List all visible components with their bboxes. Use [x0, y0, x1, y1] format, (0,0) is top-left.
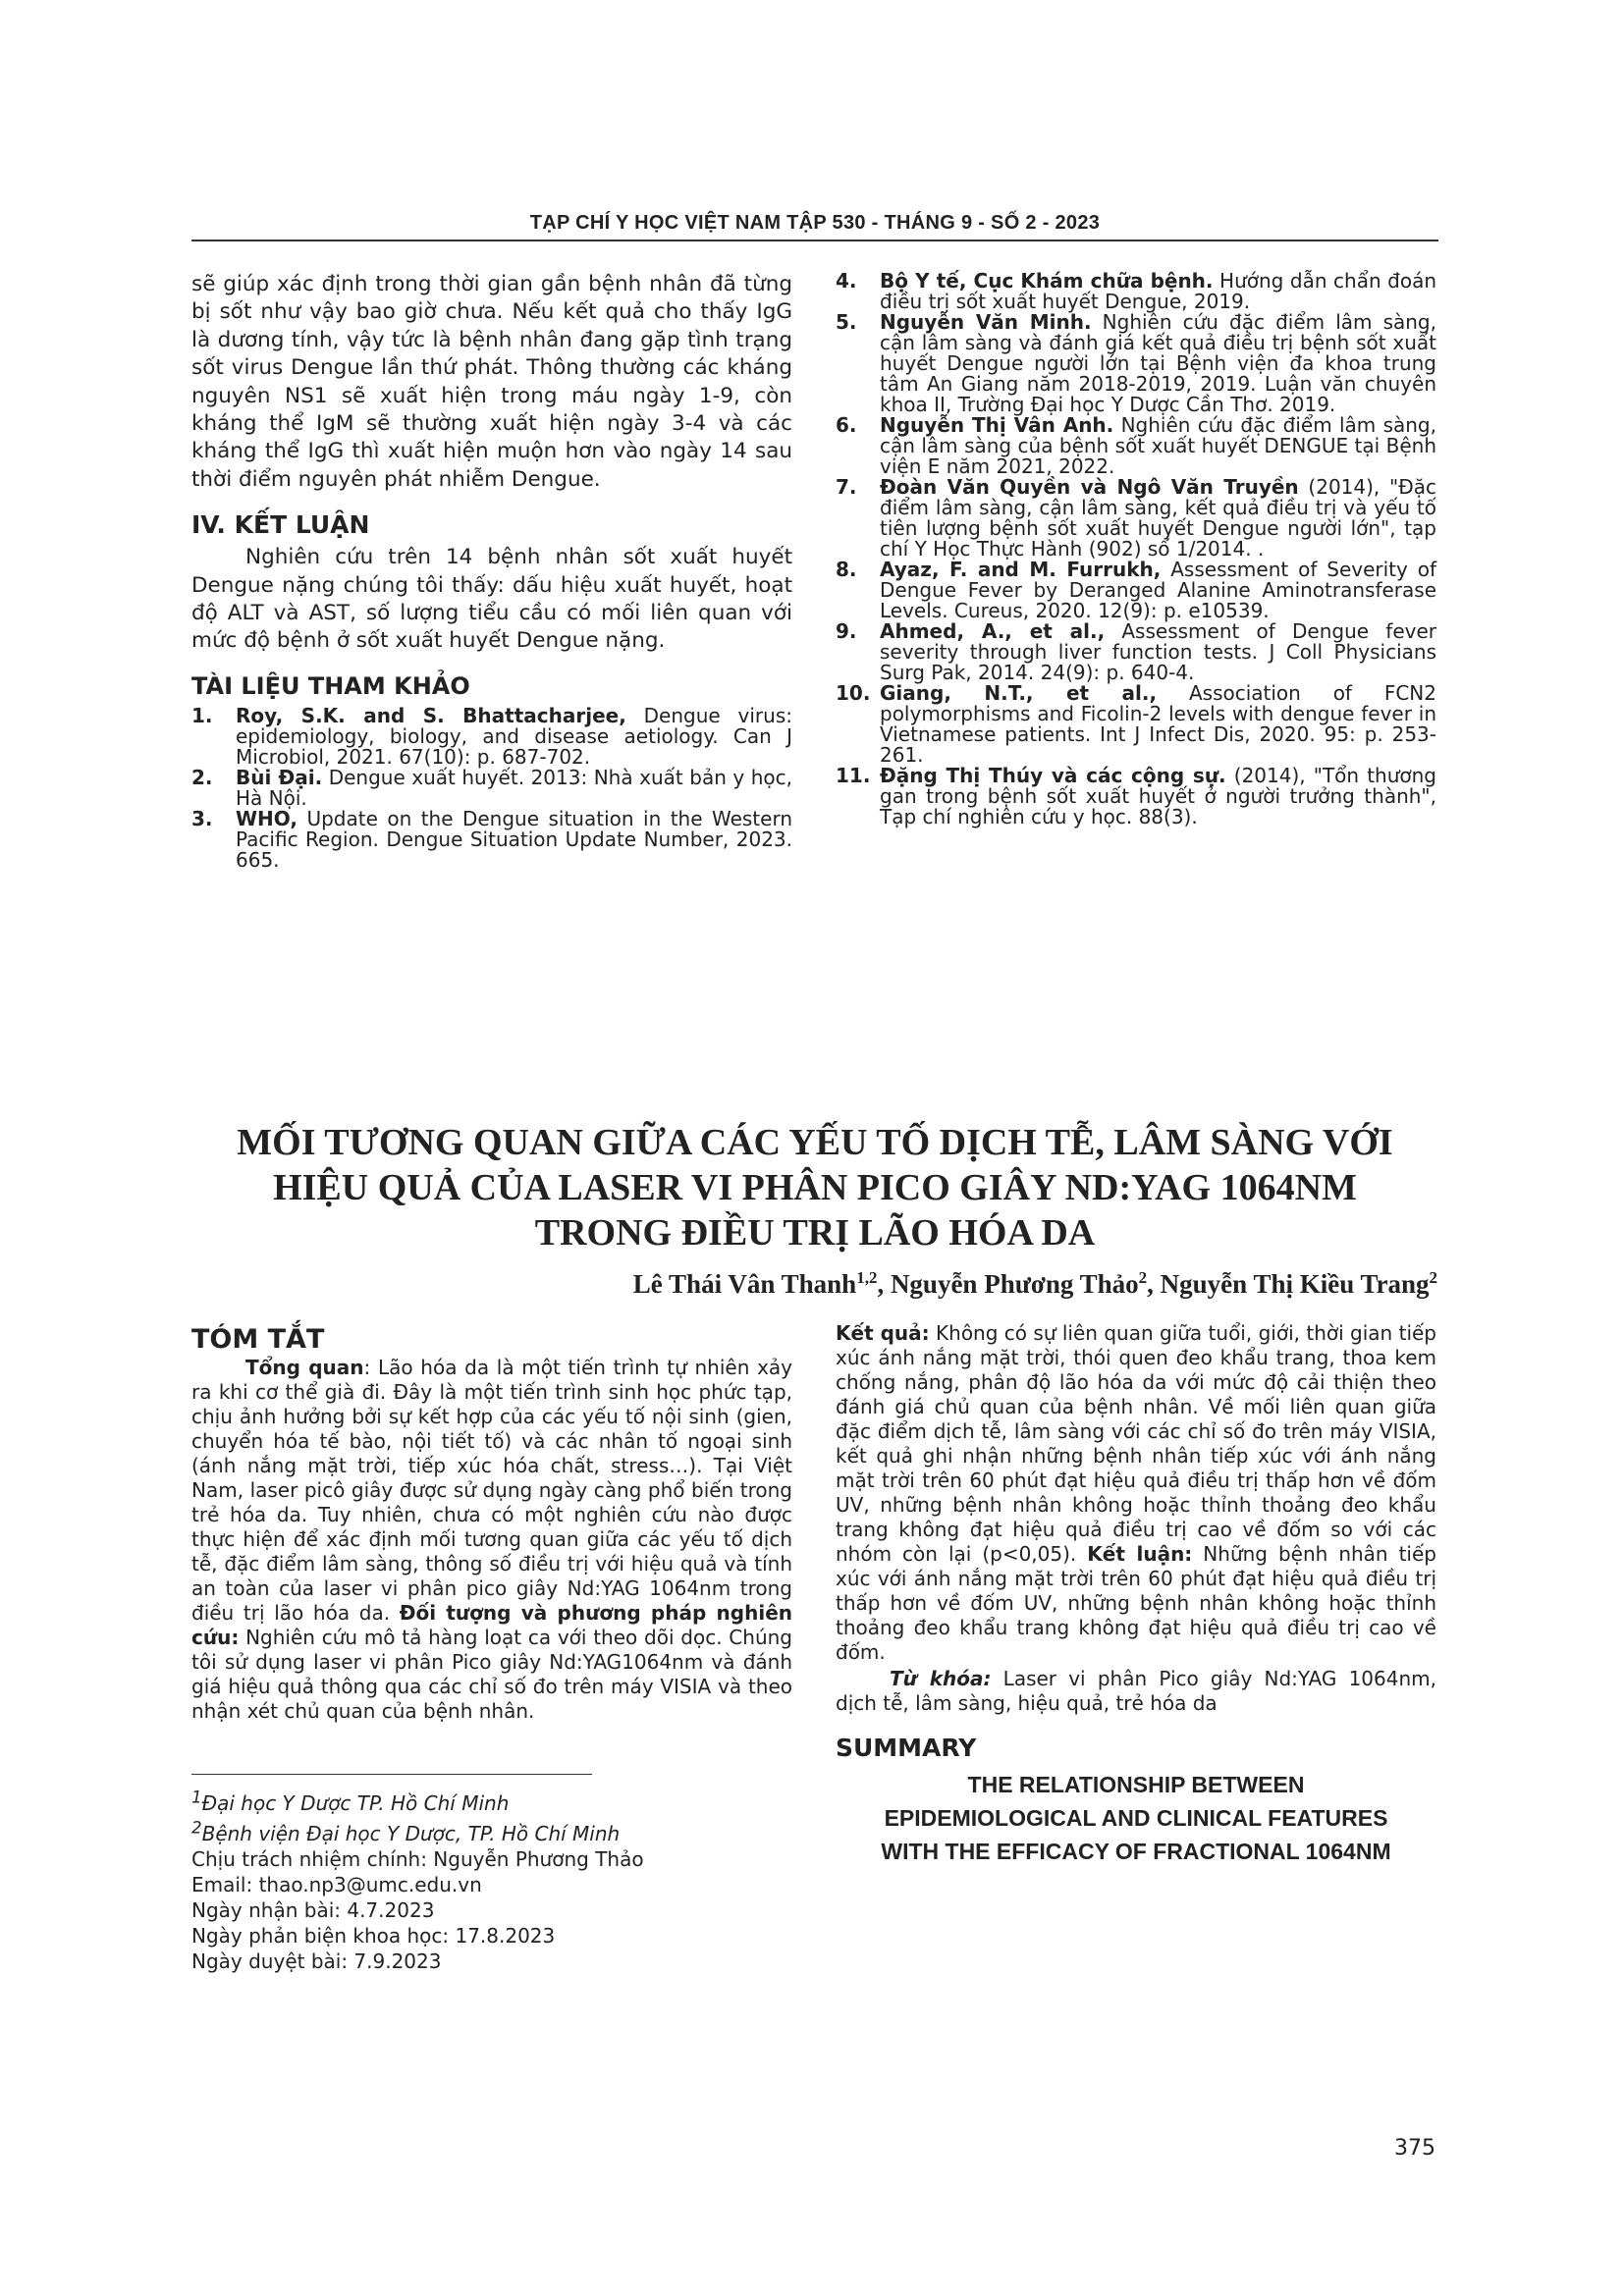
author-name: Nguyễn Phương Thảo	[890, 1269, 1139, 1299]
conclusion-text: Nghiên cứu trên 14 bệnh nhân sốt xuất huyết Dengue nặng chúng tôi thấy: dấu hiệu xuất huyết, hoạt độ ALT và AST, số lượng tiểu cầu có mối liên quan với mức độ bệnh ở sốt xuất huyết Dengue nặng.	[191, 545, 792, 654]
reference-item	[836, 312, 1436, 415]
article-title	[191, 1120, 1438, 1255]
reference-author: Ahmed, A., et al.,	[880, 619, 1106, 643]
reference-author: Ayaz, F. and M. Furrukh,	[880, 558, 1162, 581]
reference-item	[191, 806, 792, 872]
footnote-rule	[191, 1774, 592, 1775]
reference-text: (2014), "Đặc điểm lâm sàng, cận lâm sàng, kết quả điều trị và yếu tố tiên lượng bệnh sốt xuất huyết Dengue người lớn", tạp chí Y Học Thực Hành (902) số 1/2014. .	[880, 475, 1436, 561]
reference-number: 3.	[191, 806, 213, 830]
title-line: HIỆU QUẢ CỦA LASER VI PHÂN PICO GIÂY ND:YAG 1064NM	[273, 1167, 1357, 1208]
reference-item	[191, 703, 792, 769]
references-list-right	[836, 271, 1436, 828]
reference-number: 4.	[836, 269, 857, 293]
reference-author: Roy, S.K. and S. Bhattacharjee,	[236, 703, 626, 727]
reference-number: 11.	[836, 764, 871, 787]
reference-author: Nguyễn Thị Vân Anh.	[880, 413, 1114, 437]
reference-text: (2014), "Tổn thương gan trong bệnh sốt xuất huyết ở người trưởng thành", Tạp chí nghiên cứu y học. 88(3).	[880, 764, 1437, 828]
reference-item	[836, 415, 1436, 477]
summary-title-line: EPIDEMIOLOGICAL AND CLINICAL FEATURES	[884, 1805, 1388, 1831]
author-affiliation: 2	[1429, 1268, 1437, 1287]
reference-number: 2.	[191, 765, 213, 789]
reference-author: WHO,	[236, 806, 298, 830]
author-affiliation: 2	[1138, 1268, 1148, 1287]
abstract-heading: TÓM TẮT	[191, 1324, 325, 1355]
header-rule	[191, 240, 1438, 241]
reference-item	[836, 271, 1436, 312]
title-line: TRONG ĐIỀU TRỊ LÃO HÓA DA	[534, 1212, 1096, 1254]
reference-number: 8.	[836, 558, 857, 581]
reference-author: Nguyễn Văn Minh.	[880, 310, 1092, 334]
footnote-affiliation-1: $^1$Đại học Y Dược TP. Hồ Chí Minh	[191, 1788, 510, 1815]
page-number: 375	[1394, 2136, 1435, 2161]
reference-number: 5.	[836, 310, 857, 334]
reference-text: Assessment of Severity of Dengue Fever by Deranged Alanine Aminotransferase Levels. Cureus, 2020. 12(9): p. e10539.	[880, 558, 1437, 622]
reference-number: 9.	[836, 619, 857, 643]
keywords	[836, 1667, 1436, 1716]
reference-item	[836, 683, 1436, 766]
conclusion-heading: IV. KẾT LUẬN	[191, 510, 370, 540]
reference-author: Đoàn Văn Quyền và Ngô Văn Truyền	[880, 475, 1299, 499]
reference-number: 6.	[836, 413, 857, 437]
reference-number: 7.	[836, 475, 857, 499]
reference-item	[836, 621, 1436, 683]
author-name: Lê Thái Vân Thanh	[632, 1269, 857, 1299]
reference-author: Bộ Y tế, Cục Khám chữa bệnh.	[880, 269, 1214, 293]
references-heading: TÀI LIỆU THAM KHẢO	[191, 671, 470, 700]
reference-author: Giang, N.T., et al.,	[880, 681, 1158, 705]
author-list: Lê Thái Vân Thanh$^{1,2}$, Nguyễn Phương Thảo$^2$, Nguyễn Thị Kiều Trang$^2$	[632, 1268, 1437, 1299]
conclusion-label: Kết luận:	[1087, 1542, 1193, 1566]
reference-item	[836, 477, 1436, 560]
summary-title	[836, 1768, 1436, 1868]
reference-text: Association of FCN2 polymorphisms and Ficolin-2 levels with dengue fever in Vietnamese patients. Int J Infect Dis, 2020. 95: p. 253-261.	[880, 681, 1436, 767]
methods-text: Nghiên cứu mô tả hàng loạt ca với theo dõi dọc. Chúng tôi sử dụng laser vi phân Pico giây Nd:YAG1064nm và đánh giá hiệu quả thông qua các chỉ số đo trên máy VISIA và theo nhận xét chủ quan của bệnh nhân.	[191, 1626, 792, 1723]
accepted-date: Ngày duyệt bài: 7.9.2023	[191, 1949, 442, 1974]
abstract-right	[836, 1321, 1436, 1868]
continued-paragraph: sẽ giúp xác định trong thời gian gần bệnh nhân đã từng bị sốt như vậy bao giờ chưa. Nếu kết quả cho thấy IgG là dương tính, vậy tức là bệnh nhân đang gặp tình trạng sốt virus Dengue lần thứ phát. Thông thường các kháng nguyên NS1 sẽ xuất hiện trong máu ngày 1-9, còn kháng thể IgM sẽ thường xuất hiện ngày 3-4 và các kháng thể IgG thì xuất hiện muộn hơn vào ngày 14 sau thời điểm nguyên phát nhiễm Dengue.	[191, 272, 792, 492]
results-text: Không có sự liên quan giữa tuổi, giới, thời gian tiếp xúc ánh nắng mặt trời, thói quen đeo khẩu trang, thoa kem chống nắng, phân độ lão hóa da với mức độ cải thiện theo đánh giá chủ quan của bệnh nhân. Về mối liên quan giữa đặc điểm dịch tễ, lâm sàng với các chỉ số đo trên máy VISIA, kết quả ghi nhận những bệnh nhân tiếp xúc với ánh nắng mặt trời trên 60 phút đạt hiệu quả điều trị thấp hơn về đốm UV, những bệnh nhân không hoặc thỉnh thoảng đeo khẩu trang không đạt hiệu quả điều trị cao về đốm so với các nhóm còn lại (p<0,05).	[836, 1321, 1437, 1566]
summary-heading: SUMMARY	[836, 1734, 977, 1762]
reference-text: Assessment of Dengue fever severity through liver function tests. J Coll Physicians Surg Pak, 2014. 24(9): p. 640-4.	[880, 619, 1436, 684]
left-column-top	[191, 271, 792, 871]
review-date: Ngày phản biện khoa học: 17.8.2023	[191, 1924, 556, 1949]
footnote-affiliation-2: $^2$Bệnh viện Đại học Y Dược, TP. Hồ Chí Minh	[191, 1818, 621, 1846]
results-label: Kết quả:	[836, 1321, 930, 1345]
reference-text: Dengue xuất huyết. 2013: Nhà xuất bản y học, Hà Nội.	[236, 765, 792, 810]
title-line: MỐI TƯƠNG QUAN GIỮA CÁC YẾU TỐ DỊCH TỄ, LÂM SÀNG VỚI	[237, 1122, 1393, 1163]
affiliation-1-text: Đại học Y Dược TP. Hồ Chí Minh	[201, 1790, 510, 1815]
footnotes	[191, 1785, 792, 1974]
corresponding-author: Chịu trách nhiệm chính: Nguyễn Phương Thảo	[191, 1847, 644, 1872]
reference-item	[191, 765, 792, 810]
summary-title-line: WITH THE EFFICACY OF FRACTIONAL 1064NM	[881, 1839, 1391, 1864]
abstract-body-continued	[836, 1321, 1436, 1665]
author-affiliation: 1,2	[856, 1268, 878, 1287]
summary-title-line: THE RELATIONSHIP BETWEEN	[967, 1772, 1305, 1797]
abstract-left	[191, 1324, 792, 1724]
references-list-left	[191, 703, 792, 872]
running-header: TẠP CHÍ Y HỌC VIỆT NAM TẬP 530 - THÁNG 9 - SỐ 2 - 2023	[529, 212, 1101, 234]
keywords-label: Từ khóa:	[890, 1667, 992, 1690]
author-name: Nguyễn Thị Kiều Trang	[1160, 1269, 1430, 1299]
reference-text: Nghiên cứu đặc điểm lâm sàng, cận lâm sàng của bệnh sốt xuất huyết DENGUE tại Bệnh viện E năm 2021, 2022.	[880, 413, 1436, 478]
reference-author: Đặng Thị Thúy và các cộng sự.	[880, 764, 1226, 787]
email: Email: thao.np3@umc.edu.vn	[191, 1873, 482, 1897]
reference-number: 1.	[191, 703, 213, 727]
reference-number: 10.	[836, 681, 871, 705]
reference-author: Bùi Đại.	[236, 765, 323, 789]
abstract-body	[191, 1356, 792, 1724]
reference-item	[836, 560, 1436, 621]
reference-text: Nghiên cứu đặc điểm lâm sàng, cận lâm sàng và đánh giá kết quả điều trị bệnh sốt xuất huyết Dengue người lớn tại Bệnh viện đa khoa trung tâm An Giang năm 2018-2019, 2019. Luận văn chuyên khoa II, Trường Đại học Y Dược Cần Thơ. 2019.	[880, 310, 1436, 416]
methods-label: Đối tượng và phương pháp nghiên cứu:	[191, 1601, 792, 1649]
abstract-conclusion-text: Những bệnh nhân tiếp xúc với ánh nắng mặt trời trên 60 phút đạt hiệu quả điều trị thấp hơn về đốm UV, những bệnh nhân không hoặc thỉnh thoảng đeo khẩu trang không đạt hiệu quả điều trị cao về đốm.	[836, 1542, 1436, 1664]
reference-text: Dengue virus: epidemiology, biology, and disease aetiology. Can J Microbiol, 2021. 67(10): p. 687-702.	[236, 703, 792, 769]
affiliation-2-text: Bệnh viện Đại học Y Dược, TP. Hồ Chí Minh	[201, 1822, 621, 1846]
overview-label: Tổng quan	[245, 1356, 364, 1379]
reference-text: Update on the Dengue situation in the Western Pacific Region. Dengue Situation Update Number, 2023. 665.	[236, 806, 792, 872]
overview-text: : Lão hóa da là một tiến trình tự nhiên xảy ra khi cơ thể già đi. Đây là một tiến trình sinh học phức tạp, chịu ảnh hưởng bởi sự kết hợp của các yếu tố nội sinh (gien, chuyển hóa tế bào, nội tiết tố) và các nhân tố ngoại sinh (ánh nắng mặt trời, tiếp xúc hóa chất, stress…). Tại Việt Nam, laser picô giây được sử dụng ngày càng phổ biến trong trẻ hóa da. Tuy nhiên, chưa có một nghiên cứu nào được thực hiện để xác định mối tương quan giữa các yếu tố dịch tễ, đặc điểm lâm sàng, thông số điều trị với hiệu quả và tính an toàn của laser vi phân pico giây Nd:YAG 1064nm trong điều trị lão hóa da.	[191, 1356, 792, 1625]
reference-text: Hướng dẫn chẩn đoán điều trị sốt xuất huyết Dengue, 2019.	[880, 269, 1436, 313]
right-column-top	[836, 271, 1436, 828]
reference-item	[836, 766, 1436, 828]
received-date: Ngày nhận bài: 4.7.2023	[191, 1898, 435, 1923]
keywords-text: Laser vi phân Pico giây Nd:YAG 1064nm, dịch tễ, lâm sàng, hiệu quả, trẻ hóa da	[836, 1667, 1436, 1715]
